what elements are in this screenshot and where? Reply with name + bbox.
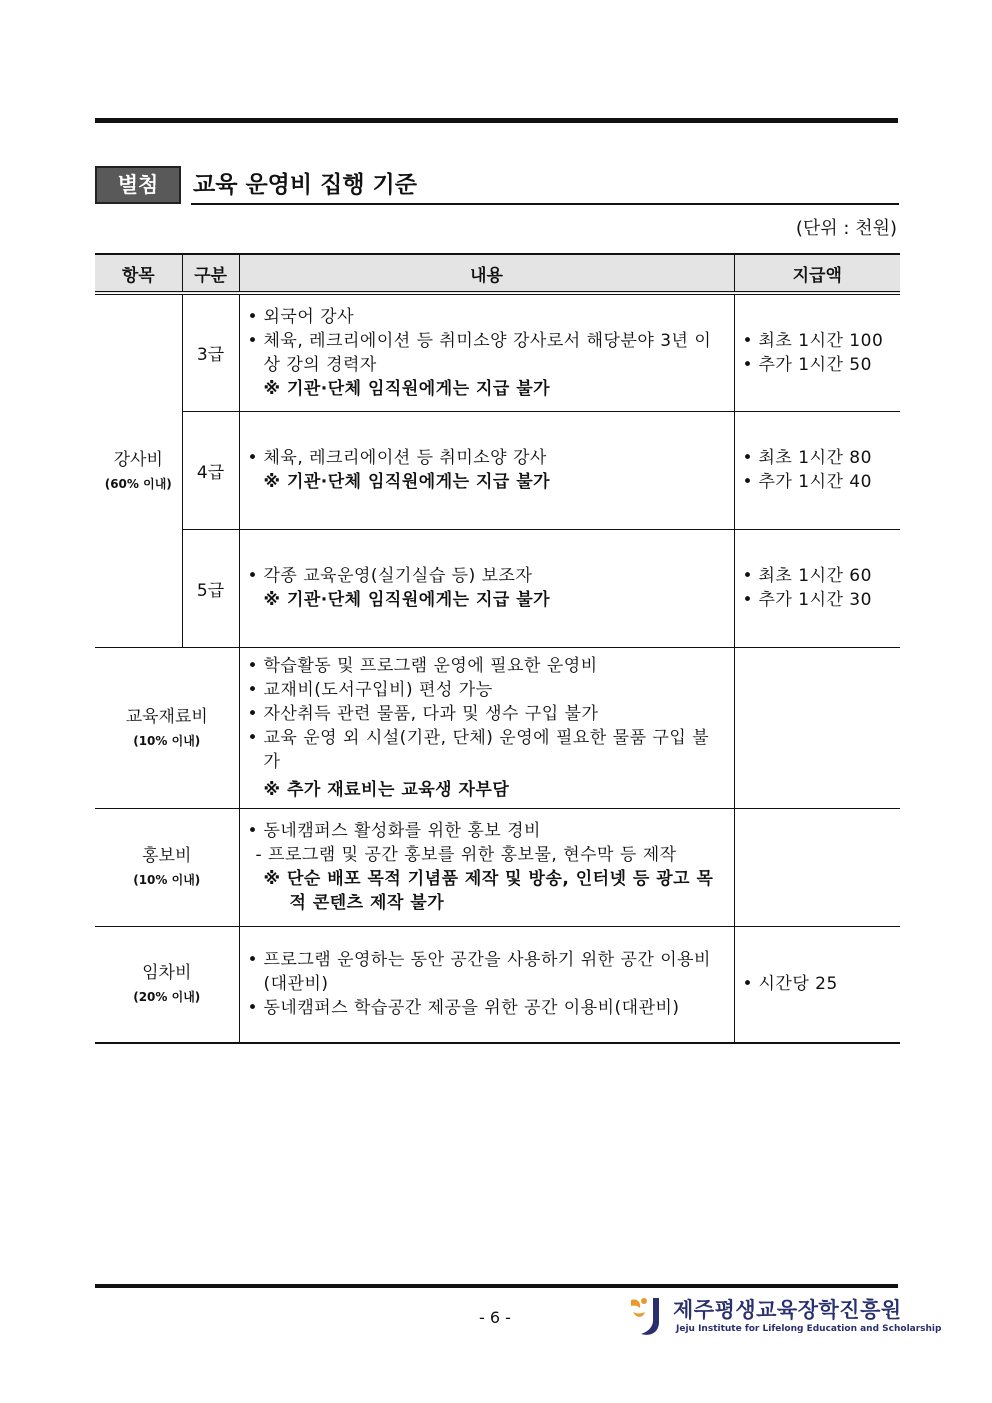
bottom-rule	[95, 1284, 898, 1288]
list-item: • 체육, 레크리에이션 등 취미소양 강사로서 해당분야 3년 이상 강의 경력자	[248, 329, 726, 377]
organization-logo	[627, 1294, 942, 1340]
content-cell	[239, 529, 734, 647]
list-item: • 최초 1시간 100	[743, 329, 893, 353]
content-cell	[239, 293, 734, 411]
category-label: 강사비	[113, 449, 163, 470]
note-text: ※ 기관·단체 임직원에게는 지급 불가	[263, 378, 551, 399]
list-item: • 학습활동 및 프로그램 운영에 필요한 운영비	[248, 654, 726, 678]
list-item: • 각종 교육운영(실기실습 등) 보조자	[248, 564, 726, 588]
category-cell-lecturer	[95, 293, 182, 647]
top-rule	[95, 118, 898, 123]
title-underline	[191, 203, 899, 205]
header-payment: 지급액	[734, 254, 900, 293]
payment-cell	[734, 926, 900, 1043]
note-text: ※ 기관·단체 임직원에게는 지급 불가	[263, 472, 551, 492]
payment-cell	[734, 411, 900, 529]
table-row	[95, 411, 900, 529]
table-row	[95, 293, 900, 411]
unit-label: (단위 : 천원)	[795, 218, 897, 239]
table-header-row	[95, 254, 900, 293]
organization-name: 제주평생교육장학진흥원	[673, 1298, 902, 1322]
content-cell	[239, 411, 734, 529]
payment-cell	[734, 808, 900, 926]
grade-cell: 5급	[182, 529, 239, 647]
category-cell-materials	[95, 647, 239, 808]
category-limit: (10% 이내)	[133, 733, 201, 748]
list-item: • 프로그램 운영하는 동안 공간을 사용하기 위한 공간 이용비(대관비)	[248, 948, 726, 996]
category-cell-rental	[95, 926, 239, 1043]
header-class: 구분	[182, 254, 239, 293]
content-cell	[239, 808, 734, 926]
list-item: • 추가 1시간 50	[743, 353, 893, 377]
category-label: 임차비	[142, 963, 192, 984]
list-item: • 최초 1시간 80	[743, 446, 893, 470]
note-text: ※ 추가 재료비는 교육생 자부담	[263, 779, 510, 800]
category-limit: (60% 이내)	[104, 476, 172, 491]
category-label: 홍보비	[142, 846, 192, 866]
list-item: • 체육, 레크리에이션 등 취미소양 강사	[248, 446, 726, 470]
header-content: 내용	[239, 254, 734, 293]
appendix-badge: 별첨	[95, 166, 181, 204]
list-item: • 추가 1시간 40	[743, 470, 893, 494]
page-title: 교육 운영비 집행 기준	[193, 172, 417, 198]
table-row	[95, 647, 900, 808]
page-number: - 6 -	[479, 1308, 511, 1327]
list-item: • 자산취득 관련 물품, 다과 및 생수 구입 불가	[248, 702, 726, 726]
organization-name-en: Jeju Institute for Lifelong Education and Scholarship	[676, 1324, 942, 1334]
list-item: • 교재비(도서구입비) 편성 가능	[248, 678, 726, 702]
sub-item: - 프로그램 및 공간 홍보를 위한 홍보물, 현수막 등 제작	[255, 845, 677, 865]
table-row	[95, 808, 900, 926]
content-cell	[239, 926, 734, 1043]
list-item: • 교육 운영 외 시설(기관, 단체) 운영에 필요한 물품 구입 불가	[248, 726, 726, 774]
payment-cell	[734, 293, 900, 411]
note-text: ※ 단순 배포 목적 기념품 제작 및 방송, 인터넷 등 광고 목적 콘텐츠 제작 불가	[263, 869, 714, 913]
list-item: • 동네캠퍼스 활성화를 위한 홍보 경비	[248, 819, 726, 843]
category-label: 교육재료비	[125, 706, 208, 727]
table-row	[95, 926, 900, 1043]
category-cell-promotion	[95, 808, 239, 926]
category-limit: (10% 이내)	[133, 873, 201, 887]
list-item: • 추가 1시간 30	[743, 588, 893, 612]
jeju-logo-icon	[627, 1294, 667, 1338]
content-cell	[239, 647, 734, 808]
note-text: ※ 기관·단체 임직원에게는 지급 불가	[263, 590, 551, 610]
grade-cell: 3급	[182, 293, 239, 411]
table-row	[95, 529, 900, 647]
payment-cell	[734, 529, 900, 647]
grade-cell: 4급	[182, 411, 239, 529]
list-item: • 최초 1시간 60	[743, 564, 893, 588]
expense-standard-table	[95, 253, 900, 1044]
category-limit: (20% 이내)	[133, 990, 201, 1005]
payment-cell	[734, 647, 900, 808]
header-item: 항목	[95, 254, 182, 293]
list-item: • 시간당 25	[743, 972, 893, 996]
list-item: • 외국어 강사	[248, 305, 726, 329]
list-item: • 동네캠퍼스 학습공간 제공을 위한 공간 이용비(대관비)	[248, 996, 726, 1020]
